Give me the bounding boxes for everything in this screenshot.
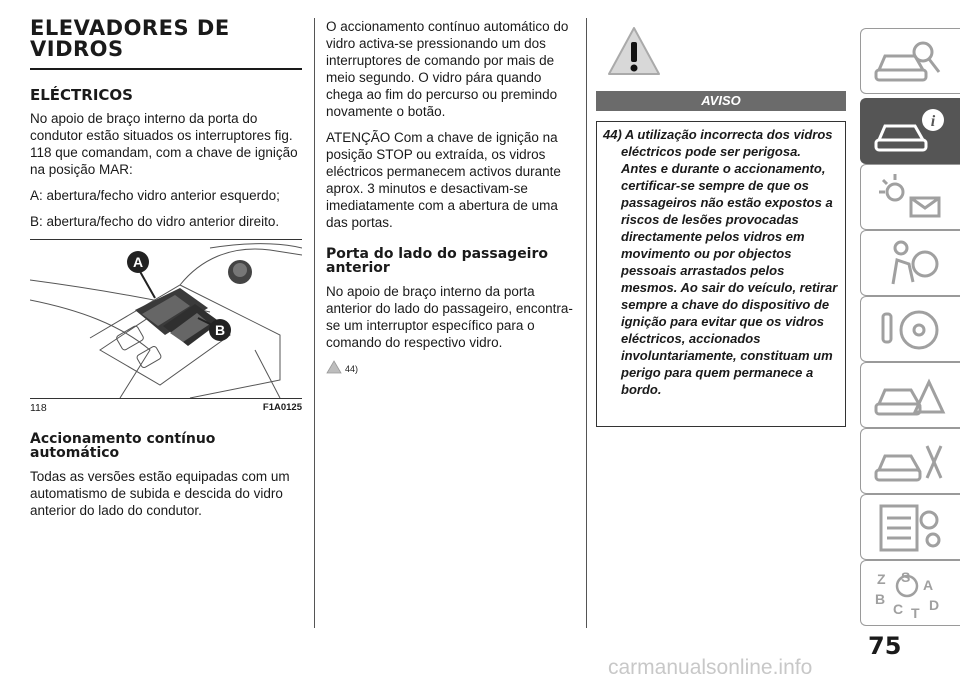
dashboard-lights-icon: [871, 168, 951, 228]
tab-car-wrench[interactable]: [860, 428, 960, 494]
warning-triangle-icon: [326, 360, 342, 374]
car-magnifier-icon: [871, 32, 951, 92]
svg-text:C: C: [893, 601, 904, 617]
figure-code: F1A0125: [262, 402, 302, 413]
passenger-door-paragraph: No apoio de braço interno da porta anterior do lado do passageiro, encontra-se um interruptor específico para o comando do respectivo vidro.: [326, 284, 573, 350]
switch-a-label: A: [132, 254, 144, 270]
tab-car-warning[interactable]: [860, 362, 960, 428]
svg-text:Z: Z: [877, 571, 886, 587]
middle-column: [326, 18, 576, 374]
right-column: [596, 18, 846, 427]
door-armrest-illustration: [30, 240, 302, 398]
svg-text:D: D: [929, 597, 940, 613]
left-column: [30, 18, 302, 528]
key-steering-wheel-icon: [871, 300, 951, 360]
svg-text:B: B: [875, 591, 886, 607]
svg-text:T: T: [911, 605, 920, 621]
tab-airbag-person[interactable]: [860, 230, 960, 296]
passenger-door-heading: Porta do lado do passageiro anterior: [326, 246, 549, 276]
car-warning-triangle-icon: [871, 366, 951, 426]
tab-dashboard-lights[interactable]: [860, 164, 960, 230]
svg-text:S: S: [901, 569, 911, 585]
watermark: carmanualsonline.info: [608, 656, 813, 679]
spec-sheet-gears-icon: [871, 498, 951, 558]
warning-text: 44) A utilização incorrecta dos vidros eléctricos pode ser perigosa. Antes e durante o accionamento, certificar-se sempre de que os passageiros não estão expostos a riscos de lesões provocadas directamente pelos vidros em movimento ou por objectos pessoais arrastados pelos mesmos. Ao sair do veículo, retirar sempre a chave do dispositivo de ignição para evitar que os vidros eléctricos, accionados involuntariamente, constituam um perigo para quem permanece a bordo.: [603, 127, 838, 397]
svg-text:i: i: [930, 113, 936, 130]
tab-alphabet-index[interactable]: [860, 560, 960, 626]
warning-box: [596, 121, 846, 427]
intro-paragraph: No apoio de braço interno da porta do condutor estão situados os interruptores fig. 118 que comandam, com a chave de ignição na posição MAR:: [30, 111, 298, 177]
window-switch-figure: [30, 239, 302, 399]
switch-b-label: B: [214, 322, 226, 338]
warning-reference: [326, 360, 576, 374]
alphabet-index-icon: [871, 564, 951, 624]
warning-heading: AVISO: [596, 91, 846, 111]
warning-reference-number: 44): [345, 364, 359, 374]
page-number: 75: [868, 632, 902, 660]
continuous-operation-paragraph: Todas as versões estão equipadas com um automatismo de subida e descida do vidro anterior do lado do condutor.: [30, 469, 290, 518]
airbag-person-icon: [871, 234, 951, 294]
tab-car-info[interactable]: [860, 98, 960, 164]
figure-caption: [30, 402, 302, 414]
continuous-operation-detail: O accionamento contínuo automático do vidro activa-se pressionando um dos interruptores de comando por mais de meio segundo. O vidro pára quando chega ao fim do percurso ou premindo novamente o botão.: [326, 19, 569, 119]
tab-key-steering-wheel[interactable]: [860, 296, 960, 362]
column-divider: [586, 18, 587, 628]
car-wrench-icon: [871, 432, 951, 492]
svg-text:A: A: [923, 577, 934, 593]
tab-car-magnifier[interactable]: [860, 28, 960, 94]
tab-spec-sheet[interactable]: [860, 494, 960, 560]
car-info-icon: [871, 102, 951, 162]
column-divider: [314, 18, 315, 628]
chapter-title: ELEVADORES DE VIDROS: [30, 18, 302, 70]
figure-number: 118: [30, 402, 47, 414]
attention-paragraph: ATENÇÃO Com a chave de ignição na posição STOP ou extraída, os vidros eléctricos permanecem activos durante aprox. 3 minutos e desactivam-se imediatamente com a abertura de uma das portas.: [326, 130, 561, 230]
switch-b-description: B: abertura/fecho do vidro anterior direito.: [30, 214, 280, 229]
chapter-subtitle: ELÉCTRICOS: [30, 86, 133, 104]
warning-triangle-icon: [606, 24, 662, 80]
continuous-operation-heading: Accionamento contínuo automático: [30, 431, 216, 461]
switch-a-description: A: abertura/fecho vidro anterior esquerdo;: [30, 188, 280, 203]
